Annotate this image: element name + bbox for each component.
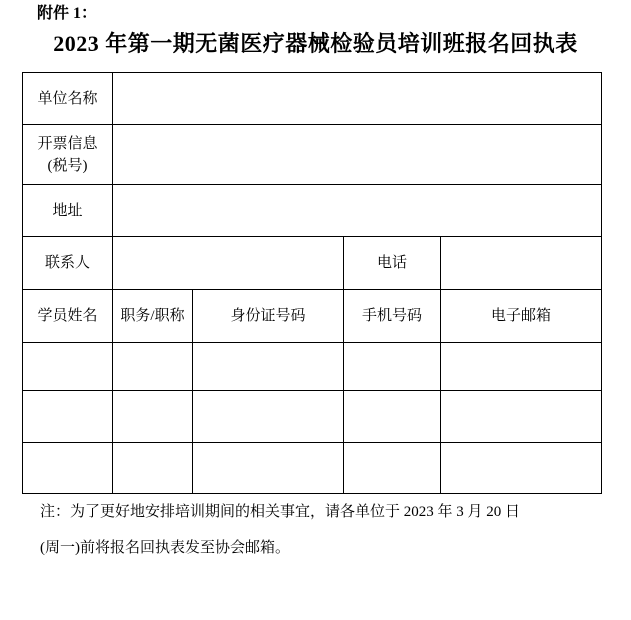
contact-label: 联系人 (23, 237, 113, 290)
trainee-row-1 (23, 343, 602, 391)
address-value-cell[interactable] (113, 185, 602, 237)
page-title: 2023 年第一期无菌医疗器械检验员培训班报名回执表 (53, 31, 578, 56)
trainee-row-3 (23, 443, 602, 494)
trainee-header-row (23, 290, 602, 343)
row-invoice-info (23, 125, 602, 185)
invoice-info-label-line2: (税号) (47, 157, 88, 174)
footnote-line-1: 注：为了更好地安排培训期间的相关事宜，请各单位于 2023 年 3 月 20 日 (40, 504, 521, 520)
unit-name-label: 单位名称 (23, 73, 113, 125)
trainee-cell[interactable] (113, 391, 193, 443)
column-header-email: 电子邮箱 (441, 290, 602, 343)
trainee-cell[interactable] (344, 443, 441, 494)
trainee-cell[interactable] (193, 443, 344, 494)
trainee-cell[interactable] (441, 443, 602, 494)
address-label: 地址 (23, 185, 113, 237)
trainee-cell[interactable] (23, 443, 113, 494)
trainee-cell[interactable] (441, 391, 602, 443)
trainee-cell[interactable] (23, 391, 113, 443)
unit-name-value-cell[interactable] (113, 73, 602, 125)
trainee-cell[interactable] (441, 343, 602, 391)
registration-table (22, 72, 602, 494)
column-header-mobile-number: 手机号码 (344, 290, 441, 343)
column-header-id-number: 身份证号码 (193, 290, 344, 343)
trainee-row-2 (23, 391, 602, 443)
contact-value-cell[interactable] (113, 237, 344, 290)
footnote (40, 494, 605, 566)
invoice-info-value-cell[interactable] (113, 125, 602, 185)
phone-label: 电话 (344, 237, 441, 290)
document-page (0, 5, 631, 566)
footnote-line-2: (周一)前将报名回执表发至协会邮箱。 (40, 540, 290, 556)
trainee-cell[interactable] (344, 343, 441, 391)
row-unit-name (23, 73, 602, 125)
trainee-cell[interactable] (193, 391, 344, 443)
attachment-label: 附件 1： (37, 5, 98, 22)
trainee-cell[interactable] (344, 391, 441, 443)
invoice-info-label-line1: 开票信息 (37, 135, 98, 152)
row-address (23, 185, 602, 237)
trainee-cell[interactable] (113, 443, 193, 494)
phone-value-cell[interactable] (441, 237, 602, 290)
column-header-student-name: 学员姓名 (23, 290, 113, 343)
invoice-info-label (23, 125, 113, 185)
trainee-cell[interactable] (193, 343, 344, 391)
row-contact (23, 237, 602, 290)
column-header-position-title: 职务/职称 (113, 290, 193, 343)
trainee-cell[interactable] (113, 343, 193, 391)
trainee-cell[interactable] (23, 343, 113, 391)
